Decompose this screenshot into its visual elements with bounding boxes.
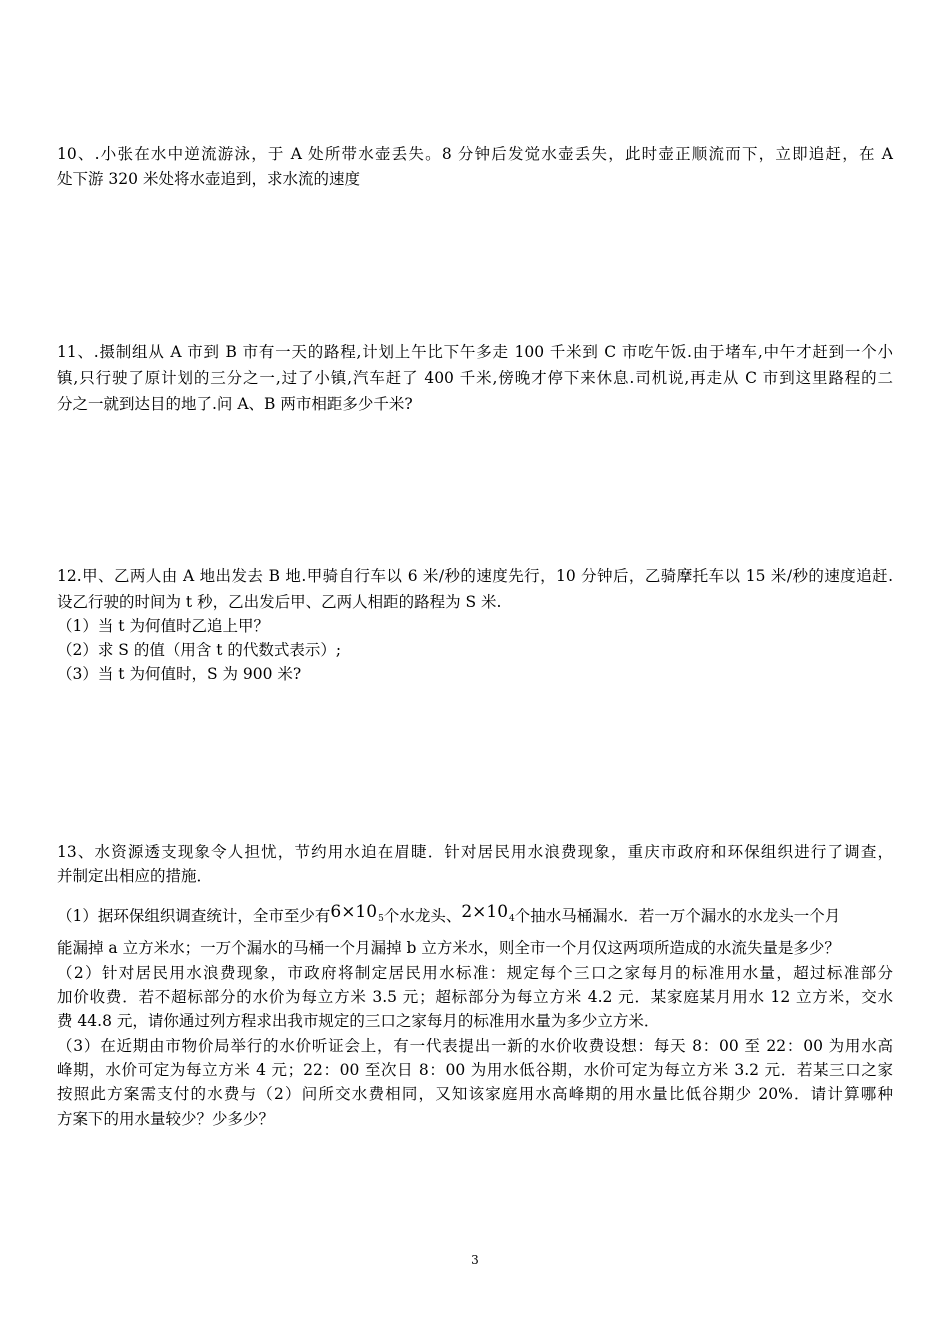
problem-13-q1-line-1 bbox=[57, 904, 893, 934]
expression-6x10-5 bbox=[330, 902, 383, 922]
problem-11-line-2: 镇,只行驶了原计划的三分之一,过了小镇,汽车赶了 400 千米,傍晚才停下来休息.司机说,再走从 C 市到这里路程的二 bbox=[57, 369, 893, 387]
problem-13-q3-line-1: （3）在近期由市物价局举行的水价听证会上，有一代表提出一新的水价收费设想：每天 8：00 至 22：00 为用水高 bbox=[57, 1037, 893, 1055]
problem-13-intro-line-1: 13、水资源透支现象令人担忧，节约用水迫在眉睫．针对居民用水浪费现象，重庆市政府和环保组织进行了调查， bbox=[57, 843, 893, 861]
q1-text-after: 个抽水马桶漏水．若一万个漏水的水龙头一个月 bbox=[514, 907, 841, 925]
problem-12-line-2: 设乙行驶的时间为 t 秒，乙出发后甲、乙两人相距的路程为 S 米. bbox=[57, 593, 502, 611]
expression-base: 2×10 bbox=[461, 902, 509, 922]
problem-11-line-1: 11、.摄制组从 A 市到 B 市有一天的路程,计划上午比下午多走 100 千米到 C 市吃午饭.由于堵车,中午才赶到一个小 bbox=[57, 343, 893, 361]
problem-12-subq-2: （2）求 S 的值（用含 t 的代数式表示）; bbox=[57, 641, 342, 659]
expression-exponent: 5 bbox=[378, 914, 384, 924]
page-number: 3 bbox=[471, 1253, 479, 1267]
problem-13-q3-line-4: 方案下的用水量较少？少多少？ bbox=[57, 1110, 275, 1128]
expression-base: 6×10 bbox=[330, 902, 378, 922]
problem-13-q2-line-2: 加价收费．若不超标部分的水价为每立方米 3.5 元；超标部分为每立方米 4.2 元．某家庭某月用水 12 立方米，交水 bbox=[57, 988, 893, 1006]
problem-10-line-2: 处下游 320 米处将水壶追到，求水流的速度 bbox=[57, 170, 360, 188]
problem-12-line-1: 12.甲、乙两人由 A 地出发去 B 地.甲骑自行车以 6 米/秒的速度先行，10 分钟后，乙骑摩托车以 15 米/秒的速度追赶. bbox=[57, 567, 893, 585]
q1-text-before: （1）据环保组织调查统计，全市至少有 bbox=[57, 907, 331, 925]
q1-text-mid: 个水龙头、 bbox=[383, 907, 462, 925]
problem-13-q1-line-2: 能漏掉 a 立方米水；一万个漏水的马桶一个月漏掉 b 立方米水，则全市一个月仅这两项所造成的水流失量是多少？ bbox=[57, 939, 840, 957]
problem-13-q3-line-2: 峰期，水价可定为每立方米 4 元；22：00 至次日 8：00 为用水低谷期，水价可定为每立方米 3.2 元．若某三口之家 bbox=[57, 1061, 893, 1079]
problem-13-intro-line-2: 并制定出相应的措施． bbox=[57, 867, 213, 885]
expression-2x10-4 bbox=[461, 902, 514, 922]
problem-11-line-3: 分之一就到达目的地了.问 A、B 两市相距多少千米? bbox=[57, 395, 413, 413]
problem-13-q2-line-1: （2）针对居民用水浪费现象，市政府将制定居民用水标准：规定每个三口之家每月的标准用水量，超过标准部分 bbox=[57, 964, 893, 982]
expression-exponent: 4 bbox=[509, 914, 515, 924]
problem-12-subq-3: （3）当 t 为何值时，S 为 900 米? bbox=[57, 665, 302, 683]
problem-10-line-1: 10、.小张在水中逆流游泳，于 A 处所带水壶丢失。8 分钟后发觉水壶丢失，此时壶正顺流而下，立即追赶，在 A bbox=[57, 145, 893, 163]
problem-13-q3-line-3: 按照此方案需支付的水费与（2）问所交水费相同，又知该家庭用水高峰期的用水量比低谷期少 20%．请计算哪种 bbox=[57, 1085, 893, 1103]
problem-13-q2-line-3: 费 44.8 元，请你通过列方程求出我市规定的三口之家每月的标准用水量为多少立方米． bbox=[57, 1012, 660, 1030]
problem-12-subq-1: （1）当 t 为何值时乙追上甲？ bbox=[57, 617, 269, 635]
